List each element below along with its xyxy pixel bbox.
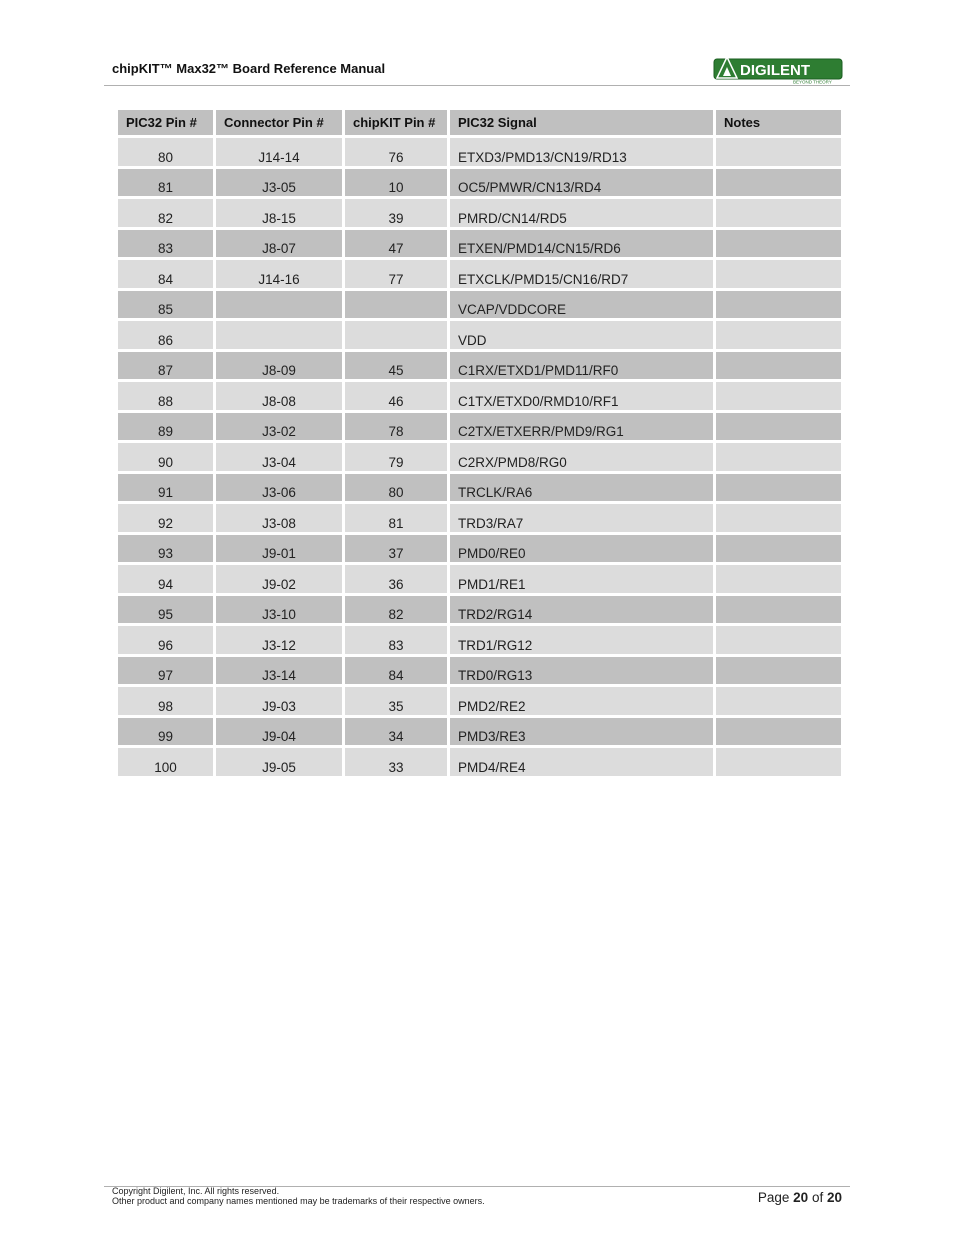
pic32-pin-cell: 82 [118, 199, 213, 227]
pic32-signal-cell: C1TX/ETXD0/RMD10/RF1 [450, 382, 713, 410]
chipkit-pin-cell: 81 [345, 504, 447, 532]
table-row [118, 504, 841, 532]
trademark-line: Other product and company names mentioned may be trademarks of their respective owners. [112, 1196, 485, 1206]
pic32-pin-cell: 100 [118, 748, 213, 776]
page-total: 20 [826, 1190, 842, 1205]
pic32-signal-cell: C2TX/ETXERR/PMD9/RG1 [450, 413, 713, 441]
chipkit-pin-cell: 47 [345, 230, 447, 258]
logo-tagline: BEYOND THEORY [793, 79, 832, 84]
chipkit-pin-cell: 83 [345, 626, 447, 654]
notes-cell [716, 230, 841, 258]
chipkit-pin-cell: 76 [345, 138, 447, 166]
connector-pin-cell: J9-01 [216, 535, 342, 563]
chipkit-pin-cell: 77 [345, 260, 447, 288]
chipkit-pin-cell [345, 291, 447, 319]
notes-cell [716, 443, 841, 471]
connector-pin-cell: J3-12 [216, 626, 342, 654]
chipkit-pin-cell: 46 [345, 382, 447, 410]
pic32-signal-cell: ETXEN/PMD14/CN15/RD6 [450, 230, 713, 258]
column-header-notes: Notes [716, 110, 841, 135]
notes-cell [716, 718, 841, 746]
connector-pin-cell [216, 321, 342, 349]
notes-cell [716, 138, 841, 166]
pic32-signal-cell: VCAP/VDDCORE [450, 291, 713, 319]
chipkit-pin-cell: 35 [345, 687, 447, 715]
connector-pin-cell: J9-05 [216, 748, 342, 776]
table-row [118, 138, 841, 166]
column-header-connector-pin: Connector Pin # [216, 110, 342, 135]
pic32-signal-cell: VDD [450, 321, 713, 349]
pic32-pin-cell: 89 [118, 413, 213, 441]
pic32-pin-cell: 83 [118, 230, 213, 258]
table-row [118, 291, 841, 319]
notes-cell [716, 352, 841, 380]
table-row [118, 474, 841, 502]
chipkit-pin-cell: 82 [345, 596, 447, 624]
chipkit-pin-cell: 80 [345, 474, 447, 502]
notes-cell [716, 382, 841, 410]
pic32-signal-cell: TRD2/RG14 [450, 596, 713, 624]
table-row [118, 352, 841, 380]
connector-pin-cell: J3-08 [216, 504, 342, 532]
notes-cell [716, 321, 841, 349]
table-row [118, 260, 841, 288]
pin-table [115, 107, 844, 779]
chipkit-pin-cell: 45 [345, 352, 447, 380]
pic32-signal-cell: PMD4/RE4 [450, 748, 713, 776]
table-row [118, 382, 841, 410]
connector-pin-cell: J9-03 [216, 687, 342, 715]
pic32-pin-cell: 81 [118, 169, 213, 197]
pic32-signal-cell: OC5/PMWR/CN13/RD4 [450, 169, 713, 197]
connector-pin-cell: J3-06 [216, 474, 342, 502]
chipkit-pin-cell: 79 [345, 443, 447, 471]
notes-cell [716, 748, 841, 776]
table-row [118, 718, 841, 746]
notes-cell [716, 199, 841, 227]
pic32-signal-cell: C2RX/PMD8/RG0 [450, 443, 713, 471]
column-header-chipkit-pin: chipKIT Pin # [345, 110, 447, 135]
pic32-pin-cell: 87 [118, 352, 213, 380]
pic32-pin-cell: 98 [118, 687, 213, 715]
notes-cell [716, 413, 841, 441]
pic32-signal-cell: TRD3/RA7 [450, 504, 713, 532]
document-title: chipKIT™ Max32™ Board Reference Manual [112, 61, 386, 76]
column-header-pic32-signal: PIC32 Signal [450, 110, 713, 135]
table-row [118, 687, 841, 715]
pic32-pin-cell: 92 [118, 504, 213, 532]
notes-cell [716, 504, 841, 532]
pic32-pin-cell: 90 [118, 443, 213, 471]
pic32-pin-cell: 95 [118, 596, 213, 624]
notes-cell [716, 535, 841, 563]
notes-cell [716, 687, 841, 715]
page-number [758, 1190, 842, 1205]
pic32-pin-cell: 85 [118, 291, 213, 319]
pic32-signal-cell: PMD3/RE3 [450, 718, 713, 746]
pic32-pin-cell: 96 [118, 626, 213, 654]
pic32-pin-cell: 99 [118, 718, 213, 746]
column-header-pic32-pin: PIC32 Pin # [118, 110, 213, 135]
pic32-signal-cell: C1RX/ETXD1/PMD11/RF0 [450, 352, 713, 380]
connector-pin-cell: J14-14 [216, 138, 342, 166]
table-row [118, 443, 841, 471]
pic32-pin-cell: 94 [118, 565, 213, 593]
table-row [118, 199, 841, 227]
connector-pin-cell: J3-10 [216, 596, 342, 624]
chipkit-pin-cell: 36 [345, 565, 447, 593]
chipkit-pin-cell: 84 [345, 657, 447, 685]
notes-cell [716, 169, 841, 197]
notes-cell [716, 260, 841, 288]
logo-wordmark: DIGILENT [740, 62, 810, 79]
table-row [118, 626, 841, 654]
chipkit-pin-cell: 34 [345, 718, 447, 746]
pic32-signal-cell: PMD0/RE0 [450, 535, 713, 563]
notes-cell [716, 626, 841, 654]
pic32-signal-cell: TRCLK/RA6 [450, 474, 713, 502]
notes-cell [716, 657, 841, 685]
pic32-pin-cell: 97 [118, 657, 213, 685]
pic32-signal-cell: ETXCLK/PMD15/CN16/RD7 [450, 260, 713, 288]
pic32-signal-cell: PMRD/CN14/RD5 [450, 199, 713, 227]
notes-cell [716, 596, 841, 624]
pic32-pin-cell: 86 [118, 321, 213, 349]
pic32-signal-cell: TRD0/RG13 [450, 657, 713, 685]
connector-pin-cell: J8-09 [216, 352, 342, 380]
pic32-signal-cell: TRD1/RG12 [450, 626, 713, 654]
connector-pin-cell: J9-04 [216, 718, 342, 746]
table-row [118, 748, 841, 776]
chipkit-pin-cell [345, 321, 447, 349]
notes-cell [716, 474, 841, 502]
page-word: Page [757, 1190, 790, 1205]
table-row [118, 321, 841, 349]
connector-pin-cell: J8-08 [216, 382, 342, 410]
table-row [118, 535, 841, 563]
page-of: of [811, 1190, 824, 1205]
connector-pin-cell: J8-07 [216, 230, 342, 258]
pic32-signal-cell: ETXD3/PMD13/CN19/RD13 [450, 138, 713, 166]
table-row [118, 413, 841, 441]
chipkit-pin-cell: 39 [345, 199, 447, 227]
page-current: 20 [793, 1190, 809, 1205]
connector-pin-cell [216, 291, 342, 319]
connector-pin-cell: J3-14 [216, 657, 342, 685]
connector-pin-cell: J3-05 [216, 169, 342, 197]
connector-pin-cell: J8-15 [216, 199, 342, 227]
pic32-pin-cell: 84 [118, 260, 213, 288]
chipkit-pin-cell: 37 [345, 535, 447, 563]
connector-pin-cell: J14-16 [216, 260, 342, 288]
footer-copyright [112, 1186, 485, 1206]
table-row [118, 596, 841, 624]
connector-pin-cell: J3-02 [216, 413, 342, 441]
chipkit-pin-cell: 78 [345, 413, 447, 441]
connector-pin-cell: J3-04 [216, 443, 342, 471]
notes-cell [716, 565, 841, 593]
header-divider [104, 85, 850, 86]
connector-pin-cell: J9-02 [216, 565, 342, 593]
table-row [118, 230, 841, 258]
pic32-pin-cell: 88 [118, 382, 213, 410]
table-row [118, 657, 841, 685]
copyright-line: Copyright Digilent, Inc. All rights reserved. [112, 1186, 280, 1196]
table-body [118, 138, 841, 776]
chipkit-pin-cell: 10 [345, 169, 447, 197]
digilent-logo [713, 56, 843, 84]
chipkit-pin-cell: 33 [345, 748, 447, 776]
pic32-pin-cell: 80 [118, 138, 213, 166]
table-row [118, 169, 841, 197]
pic32-signal-cell: PMD1/RE1 [450, 565, 713, 593]
pic32-pin-cell: 93 [118, 535, 213, 563]
pic32-pin-cell: 91 [118, 474, 213, 502]
table-header-row [118, 110, 841, 135]
notes-cell [716, 291, 841, 319]
pic32-signal-cell: PMD2/RE2 [450, 687, 713, 715]
table-row [118, 565, 841, 593]
